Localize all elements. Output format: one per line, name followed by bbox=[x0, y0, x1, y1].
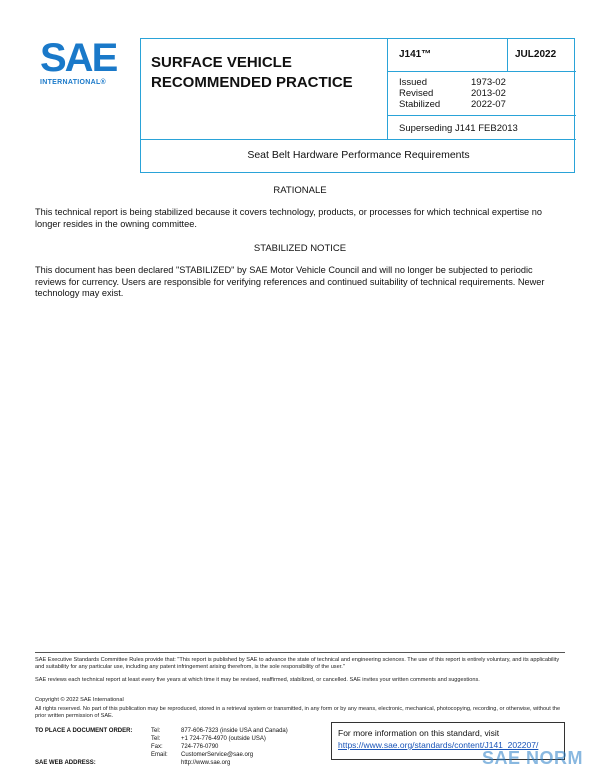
rationale-heading: RATIONALE bbox=[273, 185, 327, 196]
logo-subtitle: INTERNATIONAL® bbox=[40, 79, 107, 86]
more-info-box: For more information on this standard, visit https://www.sae.org/standards/content/J141_202207/ bbox=[331, 722, 565, 760]
superseding-note: Superseding J141 FEB2013 bbox=[399, 123, 518, 134]
standard-link[interactable]: https://www.sae.org/standards/content/J141_202207/ bbox=[338, 740, 539, 750]
stabilized-text: This document has been declared "STABILIZED" by SAE Motor Vehicle Council and will no longer be subjected to periodic reviews for currency. Users are responsible for verifying references and continued suitability of technical requirements. Newer technology may exist. bbox=[35, 265, 545, 298]
stabilized-heading: STABILIZED NOTICE bbox=[253, 243, 347, 254]
sae-logo bbox=[40, 38, 124, 88]
watermark: SAE NORM bbox=[482, 748, 584, 768]
document-type: SURFACE VEHICLE RECOMMENDED PRACTICE bbox=[151, 54, 353, 91]
document-dates: Issued 1973-02 Revised 2013-02 Stabilized 2022-07 bbox=[399, 77, 506, 110]
document-header bbox=[140, 38, 575, 173]
web-address: SAE WEB ADDRESS: http://www.sae.org bbox=[35, 760, 231, 766]
document-number: J141™ bbox=[399, 49, 432, 60]
document-date: JUL2022 bbox=[515, 49, 557, 60]
footer-rights: All rights reserved. No part of this publication may be reproduced, stored in a retrieval system or transmitted, in any form or by any means, electronic, mechanical, photocopying, recording, or otherwise, without the prior written permission of SAE. bbox=[35, 706, 561, 719]
logo-mark: SAE bbox=[40, 36, 117, 80]
footer-divider bbox=[35, 652, 565, 653]
footer-review: SAE reviews each technical report at least every five years at which time it may be revised, reaffirmed, stabilized, or cancelled. SAE invites your written comments and suggestions. bbox=[35, 677, 480, 683]
order-contacts: TO PLACE A DOCUMENT ORDER: Tel: 877-606-7323 (inside USA and Canada) Tel: +1 724-776-4970 (outside USA) Fax: 724-776-0790 Email: CustomerService@sae.org bbox=[35, 728, 288, 758]
document-title: Seat Belt Hardware Performance Requirements bbox=[247, 149, 470, 161]
web-address-link[interactable]: http://www.sae.org bbox=[181, 760, 231, 766]
rationale-text: This technical report is being stabilized because it covers technology, products, or processes for which technical expertise no longer resides in the owning committee. bbox=[35, 207, 542, 229]
footer-copyright: Copyright © 2022 SAE International bbox=[35, 697, 124, 703]
footer-rules: SAE Executive Standards Committee Rules provide that: "This report is published by SAE to advance the state of technical and engineering sciences. The use of this report is entirely voluntary, and its applicability and suitability for any particular use, including any patent infringement arising therefrom, is the sole responsibility of the user." bbox=[35, 657, 560, 670]
